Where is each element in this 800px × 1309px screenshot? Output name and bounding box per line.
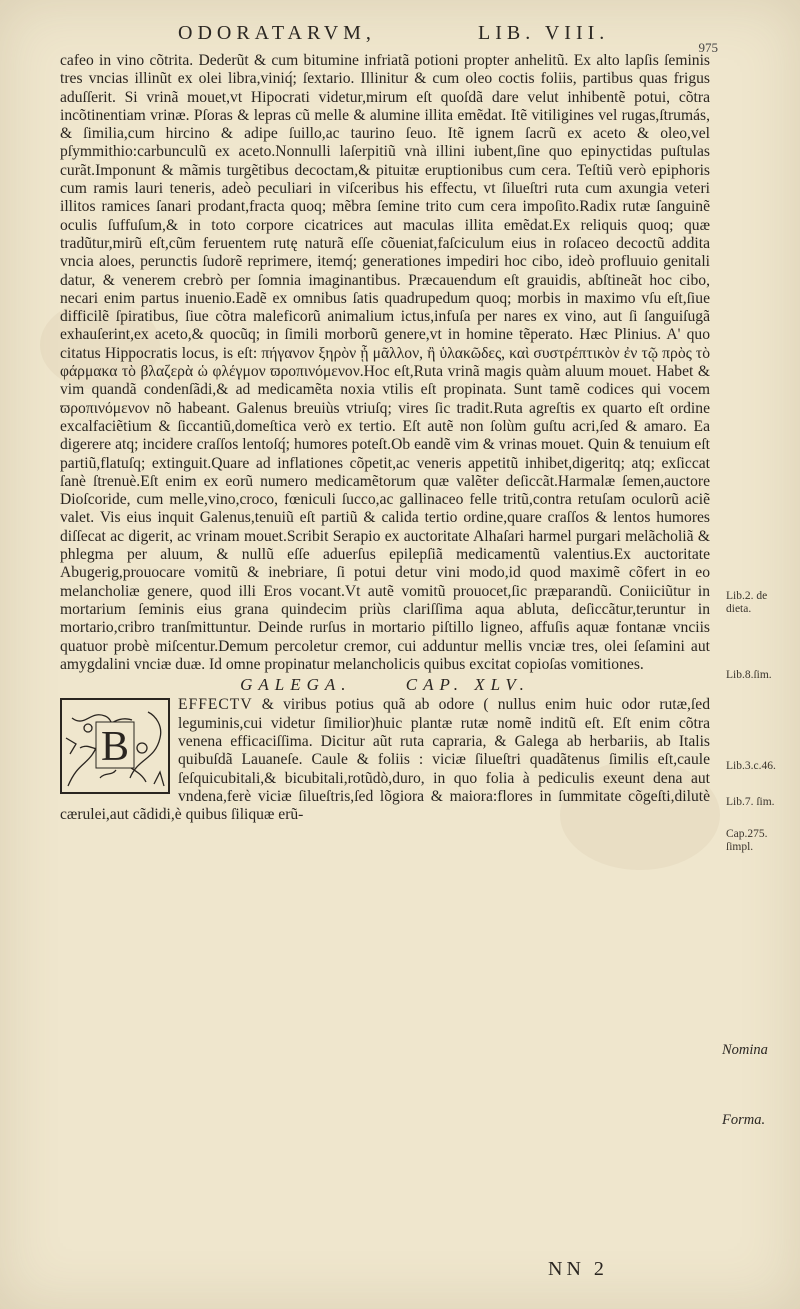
margin-note-2: Lib.8.ſim. — [726, 669, 772, 681]
chapter-number: CAP. XLV. — [405, 675, 530, 695]
decorated-initial-icon — [60, 698, 170, 794]
margin-note-4: Lib.7. ſim. — [726, 796, 775, 808]
running-title: ODORATARVM, — [178, 22, 376, 44]
main-text — [60, 52, 710, 824]
catchword: NN 2 — [548, 1258, 608, 1280]
woodcut-initial-icon — [60, 698, 170, 794]
margin-note-3: Lib.3.c.46. — [726, 760, 776, 772]
margin-heading-forma: Forma. — [722, 1112, 766, 1128]
svg-text:B: B — [100, 724, 130, 771]
book-number: LIB. VIII. — [478, 22, 610, 44]
section-title: GALEGA. — [240, 675, 352, 695]
paragraph-2-block — [60, 696, 710, 824]
running-head — [178, 22, 638, 45]
margin-note-5: Cap.275. ſimpl. — [726, 828, 768, 853]
margin-heading-nomina: Nomina — [722, 1042, 768, 1058]
page-number: 975 — [698, 40, 718, 55]
section-heading — [60, 676, 710, 694]
margin-note-1: Lib.2. de dieta. — [726, 590, 768, 615]
paragraph-1: cafeo in vino cõtrita. Dederũt & cum bitumine infriatã potioni propter anhelitũ. Ex alto lapſis ſeminis tres vncias illinũt ex olei libra,viniq́; ſextario. Illinitur & cum oleo coctis foliis, partibus quas frigus aduſſerit. Si vrinã mouet,vt Hipocrati videtur,mirum eſt quoſdã dare velut inhibentẽ potui, cõtra incõtinentiam vrinæ. Pſoras & lepras cũ melle & alumine illita emẽdat. Itẽ vitiligines vel rugas,ſtrumás, & ſimilia,cum hircino & adipe ſuillo,ac taurino ſeuo. Itẽ ignem ſacrũ ex aceto & oleo,vel pſymmithio:carbunculũ ex aceto.Nonnulli laſerpitiũ vnà illini iubent,ſine quo epinyctidas puſtulas curãt.Imponunt & mãmis turgẽtibus decoctam,& pituitæ eruptionibus cum cera. Teſtiũ verò epiphoris cum ramis lauri teneris, adeò peculiari in viſceribus his effectu, vt ſilueſtri ruta cum axungia veteri illitos ramices ſanari prodant,fracta quoq; mẽbra ſemine trito cum cera impoſito.Radix rutæ ſanguinẽ oculis ſuffuſum,& in toto corpore cicatrices aut maculas illita emẽdat.Ex reliquis quoq; quæ tradũtur,mirũ eſt,cũm feruentem rutę naturã eſſe cõueniat,faſciculum eius in roſaceo decoctũ addita vncia aloes, perunctis ſudorẽ reprimere, itemq́; generationes impediri hoc cibo, ideò profluuio genitali datur, & venerem crebrò per ſomnia imaginantibus. Præcauendum eſt grauidis, abſtineãt hoc cibo, necari enim partus inuenio.Eadẽ ex omnibus ſatis quadrupedum quoq; morbis in maximo vſu eſt,ſiue difficilẽ ſpiratibus, ſiue cõtra maleficorũ animalium ictus,infuſa per nares ex vino, aut ſi ſanguiſugã exhauſerint,ex aceto,& quocũq; in ſimili morborũ genere,vt in homine tẽperato. Hæc Plinius. A' quo citatus Hippocratis locus, is eſt: πήγανον ξηρὸν ᾖ μᾶλλον, ἢ ὑλακῶδες, καὶ συστρέπτικὸν ἐν τῷ πρὸς τὸ φάρμακα τὸ βλαζερὰ ὡ φλέγμον ϖροπινόμενον.Hoc eſt,Ruta vrinã magis quàm aluum mouet. Habet & vim quandã condenſãdi,& ad medicamẽta noxia vtilis eſt propinata. Sunt tamẽ codices qui vocem ϖροπινόμενον nõ habeant. Galenus breuiùs vtriuſq; vires ſic tradit.Ruta agreſtis ex quarto eſt ordine excalfaciẽtium & ſiccantiũ,domeſtica verò ex tertio. Eſt autẽ non ſolùm guſtu acri,ſed & amaro. Ea digerere atq; incidere craſſos lentoſq́; humores poteſt.Ob eandẽ vim & vrinas mouet. Quin & tenuium eſt partiũ,flatuſq; extinguit.Quare ad inflationes cõpetit,ac veneris appetitũ inhibet,digeritq; atq; exſiccat ſanè ſtrenuè.Eſt enim ex eorũ numero medicamẽtorum quæ valẽter deſiccãt.Harmalæ ſemen,auctore Dioſcoride, cum melle,vino,croco, fœniculi ſucco,ac gallinaceo felle tritũ,contra retuſam oculorũ aciẽ valet. Vis eius inquit Galenus,tenuiũ eſt partiũ & calida tertio ordine,quare craſſos & lentos humores diſſecat ac digerit, ac vrinam mouet.Scribit Serapio ex auctoritate Alhaſari harmel purgari melãcholiã & phlegma per aluum, & nullũ eſſe aduerſus epilepſiã medicamentũ valentius.Ex auctoritate Abugerig,prouocare vomitũ & inebriare, ſi potui detur vini modo,id quod maximẽ cõfert in eo melancholiæ genere, quod illi Eros vocant.Vt autẽ vomitũ prouocet,ſic præparandũ. Coniiciũtur in mortarium ſeminis eius grana quindecim priùs clariſſima aqua abluta, deſiccãtur,teruntur in mortario,cribro tranſmittuntur. Deinde rurſus in mortario piſtillo ligneo, affuſis aquæ fontanæ vnciis quatuor probè miſcentur.Demum percoletur cremor, cui adduntur mellis vnciæ tres, olei ſeſamini aut amygdalini vnciæ duæ. Id omne propinatur melancholicis quibus excitat copioſas vomitiones. — [60, 52, 710, 673]
paragraph-2-smallcaps: EFFECTV — [178, 696, 253, 714]
paragraph-2-text: & viribus potius quã ab odore ( nullus enim huic odor rutæ,ſed leguminis,cui videtur ſimilior)huic plantæ rutæ nomẽ inditũ eſt. Eſt enim cõtra venena efficaciſſima. Dicitur aũt ruta capraria, & Galega ab herbariis, ab Italis quibuſdã Lauaneſe. Caule & foliis : viciæ ſilueſtri quadãtenus ſimilis eſt,caule ſeſquicubitali,& bicubitali,rotũdò,duro, in quo folia à pediculis exeunt dena aut vndena,ferè viciæ ſilueſtris,ſed lõgiora & maiora:flores in ſummitate cõgeſti,dilutè cærulei,aut cãdidi,è quibus ſiliquæ erũ- — [60, 696, 710, 824]
